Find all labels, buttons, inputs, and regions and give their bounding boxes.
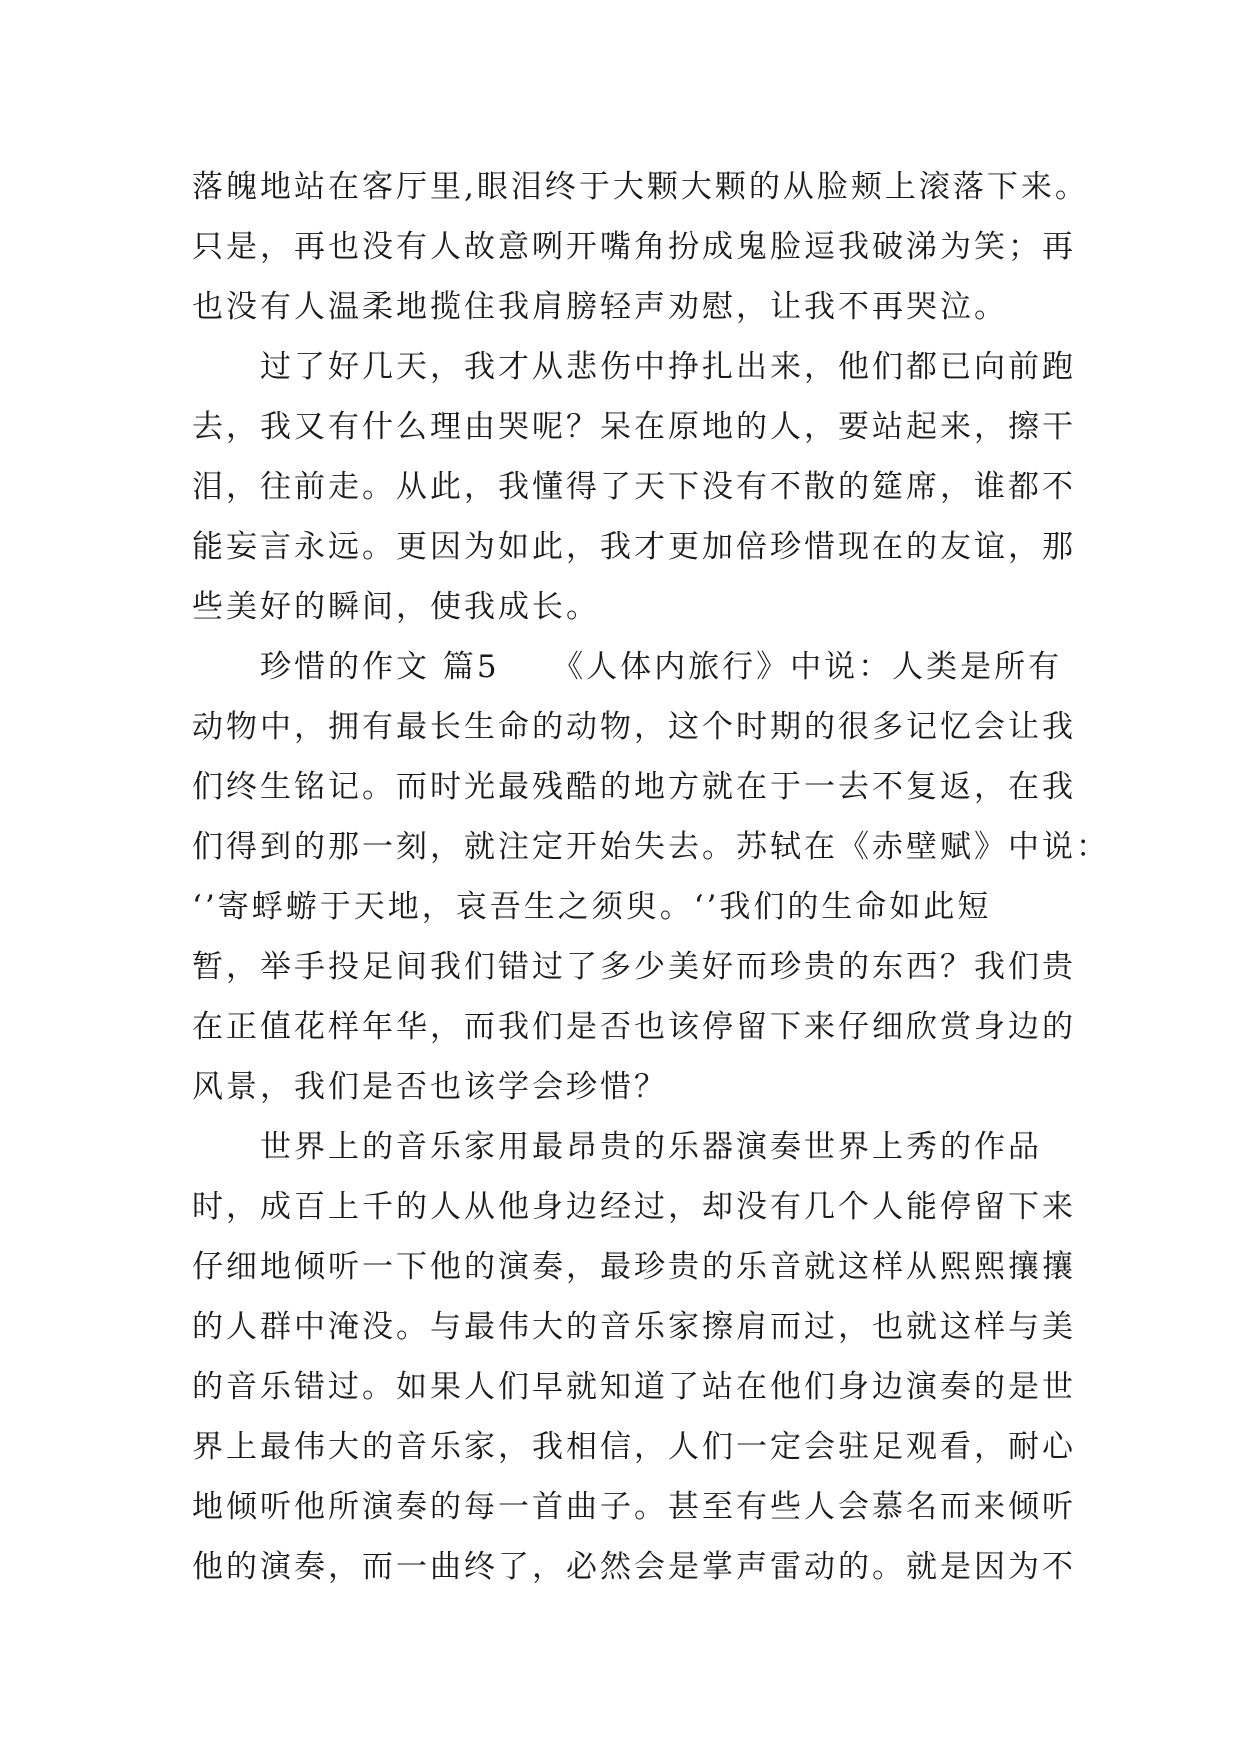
text-line: 去，我又有什么理由哭呢？呆在原地的人，要站起来，擦干	[192, 409, 1076, 445]
text-line: 暂，举手投足间我们错过了多少美好而珍贵的东西？我们贵	[192, 949, 1076, 985]
essay-body	[192, 157, 1110, 1597]
text-line: 落魄地站在客厅里,眼泪终于大颗大颗的从脸颊上滚落下来。	[192, 169, 1089, 205]
text-line: 泪，往前走。从此，我懂得了天下没有不散的筵席，谁都不	[192, 469, 1076, 505]
text-line: 地倾听他所演奏的每一首曲子。甚至有些人会慕名而来倾听	[192, 1489, 1076, 1525]
text-line: 过了好几天，我才从悲伤中挣扎出来，他们都已向前跑	[192, 349, 1076, 385]
section-heading-line: 珍惜的作文 篇5 《人体内旅行》中说：人类是所有	[192, 649, 1063, 685]
text-line: 些美好的瞬间，使我成长。	[192, 589, 600, 625]
text-line: 的人群中淹没。与最伟大的音乐家擦肩而过，也就这样与美	[192, 1309, 1076, 1345]
text-line: ‘’寄蜉蝣于天地，哀吾生之须臾。‘’我们的生命如此短	[192, 889, 992, 925]
text-line: 时，成百上千的人从他身边经过，却没有几个人能停留下来	[192, 1189, 1076, 1225]
text-line: 界上最伟大的音乐家，我相信，人们一定会驻足观看，耐心	[192, 1429, 1076, 1465]
text-line: 他的演奏，而一曲终了，必然会是掌声雷动的。就是因为不	[192, 1549, 1076, 1585]
text-line: 们终生铭记。而时光最残酷的地方就在于一去不复返，在我	[192, 769, 1076, 805]
text-line: 世界上的音乐家用最昂贵的乐器演奏世界上秀的作品	[192, 1129, 1042, 1165]
text-line: 在正值花样年华，而我们是否也该停留下来仔细欣赏身边的	[192, 1009, 1076, 1045]
text-line: 们得到的那一刻，就注定开始失去。苏轼在《赤壁赋》中说：	[192, 829, 1110, 865]
text-line: 动物中，拥有最长生命的动物，这个时期的很多记忆会让我	[192, 709, 1076, 745]
text-line: 风景，我们是否也该学会珍惜？	[192, 1069, 668, 1105]
text-line: 也没有人温柔地揽住我肩膀轻声劝慰，让我不再哭泣。	[192, 289, 1008, 325]
text-line: 的音乐错过。如果人们早就知道了站在他们身边演奏的是世	[192, 1369, 1076, 1405]
text-line: 能妄言永远。更因为如此，我才更加倍珍惜现在的友谊，那	[192, 529, 1076, 565]
text-line: 仔细地倾听一下他的演奏，最珍贵的乐音就这样从熙熙攘攘	[192, 1249, 1076, 1285]
text-line: 只是，再也没有人故意咧开嘴角扮成鬼脸逗我破涕为笑；再	[192, 229, 1076, 265]
